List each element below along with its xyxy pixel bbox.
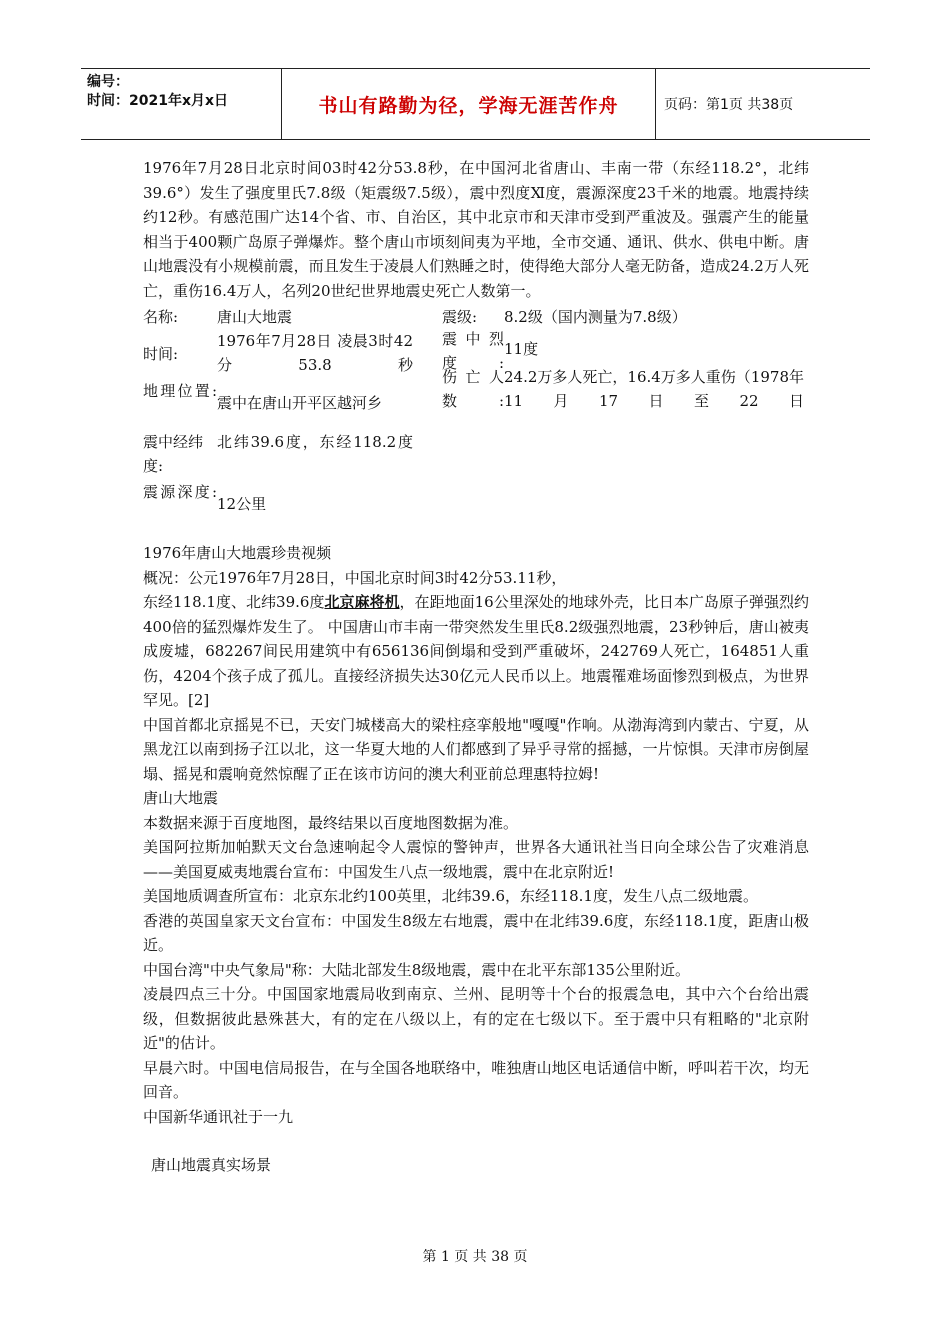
beijing-mahjong-link[interactable]: 北京麻将机	[324, 593, 400, 611]
document-body	[143, 156, 809, 1178]
paragraph-3: 唐山大地震	[143, 789, 219, 807]
casualties-value: 24.2万多人死亡，16.4万多人重伤（1978年11月17日至22日	[504, 368, 804, 410]
video-title: 1976年唐山大地震珍贵视频	[143, 544, 332, 562]
intro-paragraph: 1976年7月28日北京时间03时42分53.8秒，在中国河北省唐山、丰南一带（东经118.2°，北纬39.6°）发生了强度里氏7.8级（矩震级7.5级），震中烈度Ⅺ度，震源深度23千米的地震。地震持续约12秒。有感范围广达14个省、市、自治区，其中北京市和天津市受到严重波及。强震产生的能量相当于400颗广岛原子弹爆炸。整个唐山市顷刻间夷为平地，全市交通、通讯、供水、供电中断。唐山地震没有小规模前震，而且发生于凌晨人们熟睡之时，使得绝大部分人毫无防备，造成24.2万人死亡，重伤16.4万人，名列20世纪世界地震史死亡人数第一。	[143, 159, 809, 300]
earthquake-info-table	[143, 303, 809, 541]
paragraph-4: 本数据来源于百度地图，最终结果以百度地图数据为准。	[143, 813, 519, 832]
location-label: 地理位置:	[143, 382, 217, 400]
page-footer: 第 1 页 共 38 页	[422, 1249, 528, 1265]
scene-caption: 唐山地震真实场景	[151, 1156, 272, 1174]
paragraph-11: 中国新华通讯社于一九	[143, 1107, 294, 1126]
p1-before-link: 东经118.1度、北纬39.6度	[143, 593, 325, 611]
overview-line: 概况：公元1976年7月28日，中国北京时间3时42分53.11秒，	[143, 568, 567, 587]
magnitude-label: 震级:	[442, 308, 478, 326]
depth-value: 12公里	[217, 495, 267, 513]
header-meta	[81, 69, 282, 139]
paragraph-8: 中国台湾"中央气象局"称：大陆北部发生8级地震，震中在北平东部135公里附近。	[143, 960, 690, 979]
paragraph-2: 中国首都北京摇晃不已，天安门城楼高大的梁柱痉挛般地"嘎嘎"作响。从渤海湾到内蒙古、宁夏，从黑龙江以南到扬子江以北，这一华夏大地的人们都感到了异乎寻常的摇撼，一片惊惧。天津市房倒屋塌、摇晃和震响竟然惊醒了正在该市访问的澳大利亚前总理惠特拉姆!	[143, 715, 809, 783]
time-label: 时间:	[143, 345, 179, 363]
magnitude-value: 8.2级（国内测量为7.8级）	[504, 308, 687, 326]
intensity-value: 11度	[504, 340, 539, 358]
number-label: 编号：	[87, 74, 129, 90]
paragraph-5: 美国阿拉斯加帕默天文台急速响起令人震惊的警钟声，世界各大通讯社当日向全球公告了灾难消息——美国夏威夷地震台宣布：中国发生八点一级地震，震中在北京附近!	[143, 838, 809, 881]
name-label: 名称:	[143, 308, 179, 326]
page-header	[81, 68, 870, 140]
date-label: 时间：2021年x月x日	[87, 93, 229, 109]
paragraph-6: 美国地质调查所宣布：北京东北约100英里，北纬39.6，东经118.1度，发生八点二级地震。	[143, 887, 758, 905]
header-page-info: 页码：第1页 共38页	[664, 97, 794, 113]
time-value: 1976年7月28日 凌晨3时42分53.8秒	[217, 332, 413, 374]
coords-value: 北纬39.6度，东经118.2度	[217, 433, 413, 451]
casualties-label: 伤亡人数:	[442, 368, 504, 410]
paragraph-1	[143, 590, 809, 713]
coords-label: 震中经纬度:	[143, 433, 204, 475]
header-motto: 书山有路勤为径，学海无涯苦作舟	[282, 69, 656, 139]
depth-label: 震源深度:	[143, 483, 217, 501]
intensity-label: 震中烈度:	[442, 330, 504, 372]
p1-after-link: ，在距地面16公里深处的地球外壳，比日本广岛原子弹强烈约400倍的猛烈爆炸发生了。 中国唐山市丰南一带突然发生里氏8.2级强烈地震，23秒钟后，唐山被夷成废墟，682267间民用建筑中有656136间倒塌和受到严重破坏，242769人死亡，164851人重伤，4204个孩子成了孤儿。直接经济损失达30亿元人民币以上。地震罹难场面惨烈到极点，为世界罕见。[2]	[143, 593, 809, 709]
paragraph-9: 凌晨四点三十分。中国国家地震局收到南京、兰州、昆明等十个台的报震急电，其中六个台给出震级，但数据彼此悬殊甚大，有的定在八级以上，有的定在七级以下。至于震中只有粗略的"北京附近"的估计。	[143, 985, 809, 1052]
name-value: 唐山大地震	[217, 308, 293, 326]
paragraph-7: 香港的英国皇家天文台宣布：中国发生8级左右地震，震中在北纬39.6度，东经118.1度，距唐山极近。	[143, 911, 809, 954]
paragraph-10: 早晨六时。中国电信局报告，在与全国各地联络中，唯独唐山地区电话通信中断，呼叫若干次，均无回音。	[143, 1058, 809, 1101]
location-value: 震中在唐山开平区越河乡	[217, 394, 383, 412]
narrative	[143, 541, 809, 1178]
